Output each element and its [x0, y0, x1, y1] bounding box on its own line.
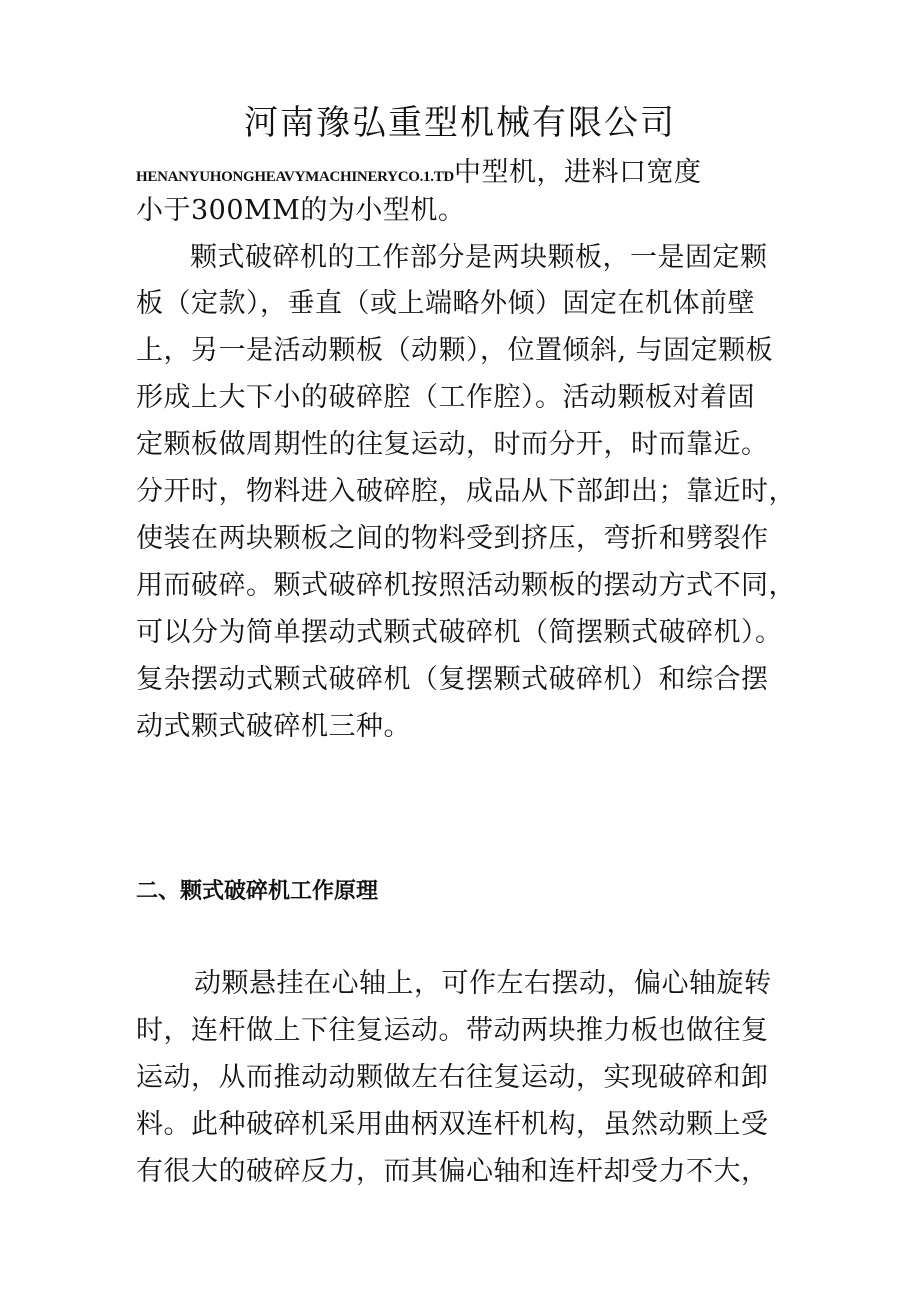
paragraph2-line-3: 运动，从而推动动颗做左右往复运动，实现破碎和卸	[136, 1062, 769, 1093]
section-heading: 二、颗式破碎机工作原理	[136, 878, 379, 903]
paragraph1-line-11: 动式颗式破碎机三种。	[136, 711, 411, 742]
paragraph1-line-6: 分开时，物料进入破碎腔，成品从下部卸出；靠近时，	[136, 476, 796, 507]
paragraph2-line-5: 有很大的破碎反力，而其偏心轴和连杆却受力不大，	[136, 1156, 769, 1187]
paragraph1-line-7: 使装在两块颗板之间的物料受到挤压，弯折和劈裂作	[136, 523, 769, 554]
paragraph1-line-3: 上，另一是活动颗板（动颗），位置倾斜, 与固定颗板	[136, 335, 774, 366]
paragraph1-line-1: 颗式破碎机的工作部分是两块颗板，一是固定颗	[190, 242, 768, 273]
company-name-english: HENANYUHONGHEAVYMACHINERYCO.1.TD	[136, 169, 454, 185]
paragraph1-line-2: 板（定款），垂直（或上端略外倾）固定在机体前壁	[136, 288, 755, 319]
paragraph1-line-8: 用而破碎。颗式破碎机按照活动颗板的摆动方式不同，	[136, 570, 796, 601]
paragraph2-line-2: 时，连杆做上下往复运动。带动两块推力板也做往复	[136, 1015, 769, 1046]
paragraph2-line-1: 动颗悬挂在心轴上，可作左右摆动，偏心轴旋转	[194, 968, 772, 999]
intro-line-1	[136, 154, 701, 196]
intro-line-1-text: 中型机，进料口宽度	[453, 157, 702, 188]
company-title: 河南豫弘重型机械有限公司	[244, 103, 676, 143]
paragraph2-line-4: 料。此种破碎机采用曲柄双连杆机构，虽然动颗上受	[136, 1109, 769, 1140]
paragraph1-line-10: 复杂摆动式颗式破碎机（复摆颗式破碎机）和综合摆	[136, 664, 769, 695]
paragraph1-line-9: 可以分为简单摆动式颗式破碎机（简摆颗式破碎机）。	[136, 617, 783, 648]
intro-line-2: 小于300MM的为小型机。	[136, 195, 466, 226]
paragraph1-line-4: 形成上大下小的破碎腔（工作腔）。活动颗板对着固	[136, 382, 755, 413]
paragraph1-line-5: 定颗板做周期性的往复运动，时而分开，时而靠近。	[136, 429, 769, 460]
